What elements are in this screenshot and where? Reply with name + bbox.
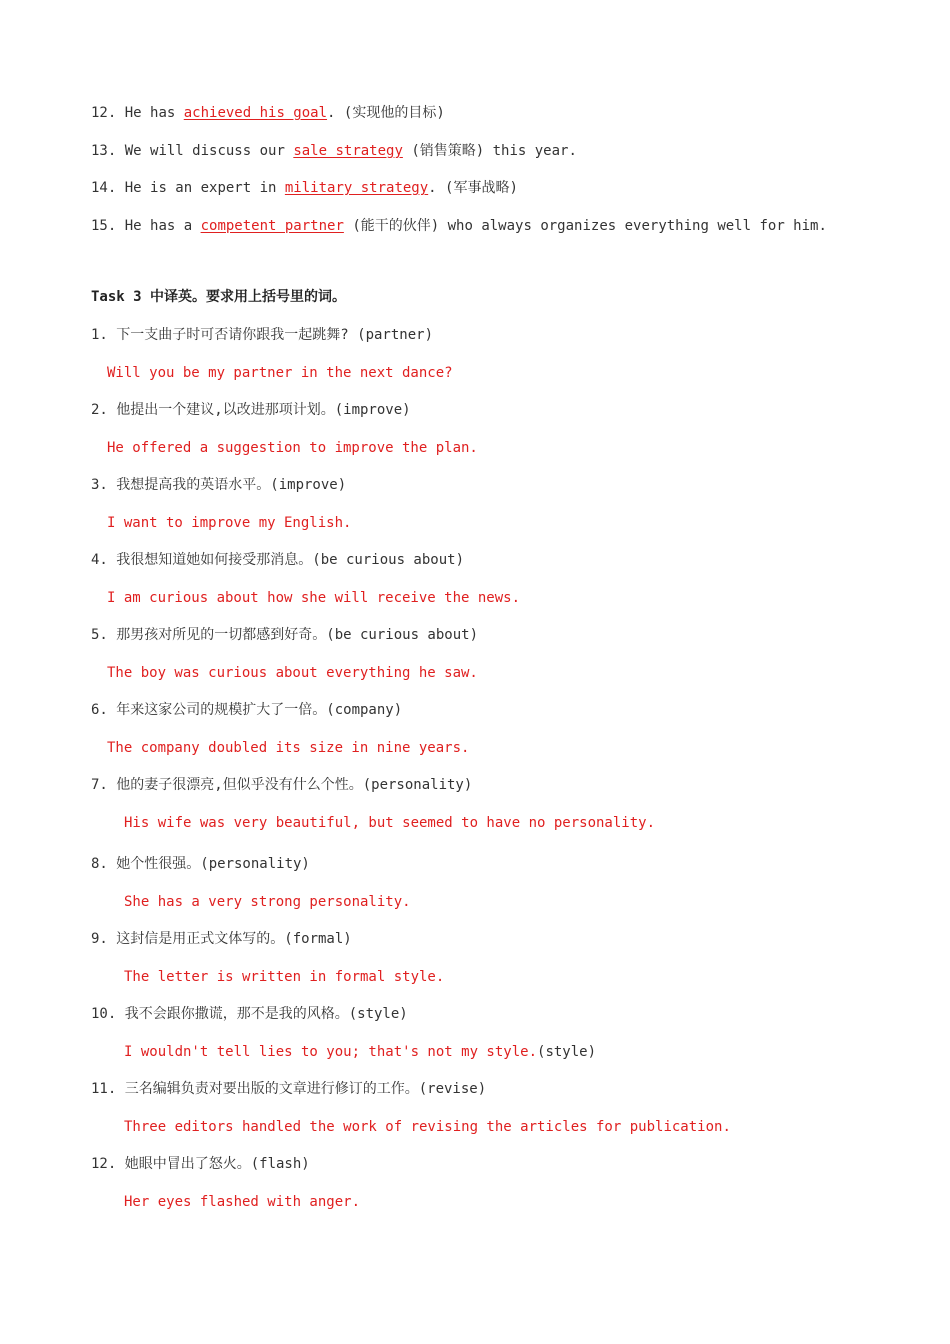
task-question-4: 4. 我很想知道她如何接受那消息。(be curious about)	[91, 552, 465, 568]
task-answer-3: I want to improve my English.	[107, 515, 352, 531]
task-answer-2: He offered a suggestion to improve the plan.	[107, 440, 478, 456]
task-question-10: 10. 我不会跟你撒谎，那不是我的风格。(style)	[91, 1006, 408, 1022]
task-answer-7: His wife was very beautiful, but seemed to have no personality.	[124, 815, 656, 831]
sentence-number: 13.	[91, 143, 117, 159]
task-question-1: 1. 下一支曲子时可否请你跟我一起跳舞? (partner)	[91, 327, 434, 343]
key-phrase: achieved his goal	[183, 105, 328, 121]
task-question-3: 3. 我想提高我的英语水平。(improve)	[91, 477, 347, 493]
task-answer-4: I am curious about how she will receive the news.	[107, 590, 521, 606]
sentence-text: He has a	[116, 218, 201, 234]
sentence-text: . (实现他的目标)	[327, 105, 445, 121]
task-answer-5: The boy was curious about everything he saw.	[107, 665, 478, 681]
task-answer-12: Her eyes flashed with anger.	[124, 1194, 361, 1210]
task-question-12: 12. 她眼中冒出了怒火。(flash)	[91, 1156, 310, 1172]
task-answer-10	[124, 1042, 596, 1062]
task-question-11: 11. 三名编辑负责对要出版的文章进行修订的工作。(revise)	[91, 1081, 487, 1097]
sentence-text: . (军事战略)	[428, 180, 518, 196]
task-question-8: 8. 她个性很强。(personality)	[91, 856, 310, 872]
task-answer-9: The letter is written in formal style.	[124, 969, 445, 985]
sentence-13	[91, 141, 577, 161]
sentence-number: 12.	[91, 105, 117, 121]
sentence-12	[91, 103, 445, 123]
sentence-text: (销售策略) this year.	[402, 143, 577, 159]
task3-heading: Task 3 中译英。要求用上括号里的词。	[91, 289, 347, 305]
task-question-6: 6. 年来这家公司的规模扩大了一倍。(company)	[91, 702, 403, 718]
key-phrase: competent partner	[200, 218, 344, 234]
sentence-text: He is an expert in	[116, 180, 285, 196]
task-answer-1: Will you be my partner in the next dance?	[107, 365, 453, 381]
task-question-5: 5. 那男孩对所见的一切都感到好奇。(be curious about)	[91, 627, 479, 643]
sentence-text: We will discuss our	[116, 143, 294, 159]
task-answer-11: Three editors handled the work of revising the articles for publication.	[124, 1119, 731, 1135]
sentence-text: (能干的伙伴) who always organizes everything well for him.	[343, 218, 827, 234]
sentence-number: 14.	[91, 180, 117, 196]
sentence-15	[91, 216, 827, 236]
task-question-9: 9. 这封信是用正式文体写的。(formal)	[91, 931, 352, 947]
sentence-number: 15.	[91, 218, 117, 234]
answer-keyword: (style)	[537, 1044, 597, 1060]
key-phrase: military strategy	[284, 180, 429, 196]
task-answer-6: The company doubled its size in nine years.	[107, 740, 470, 756]
answer-text: I wouldn't tell lies to you; that's not my style.	[124, 1044, 538, 1060]
task-question-2: 2. 他提出一个建议,以改进那项计划。(improve)	[91, 402, 411, 418]
sentence-text: He has	[116, 105, 184, 121]
task-answer-8: She has a very strong personality.	[124, 894, 411, 910]
key-phrase: sale strategy	[293, 143, 403, 159]
sentence-14	[91, 178, 518, 198]
task-question-7: 7. 他的妻子很漂亮,但似乎没有什么个性。(personality)	[91, 777, 473, 793]
